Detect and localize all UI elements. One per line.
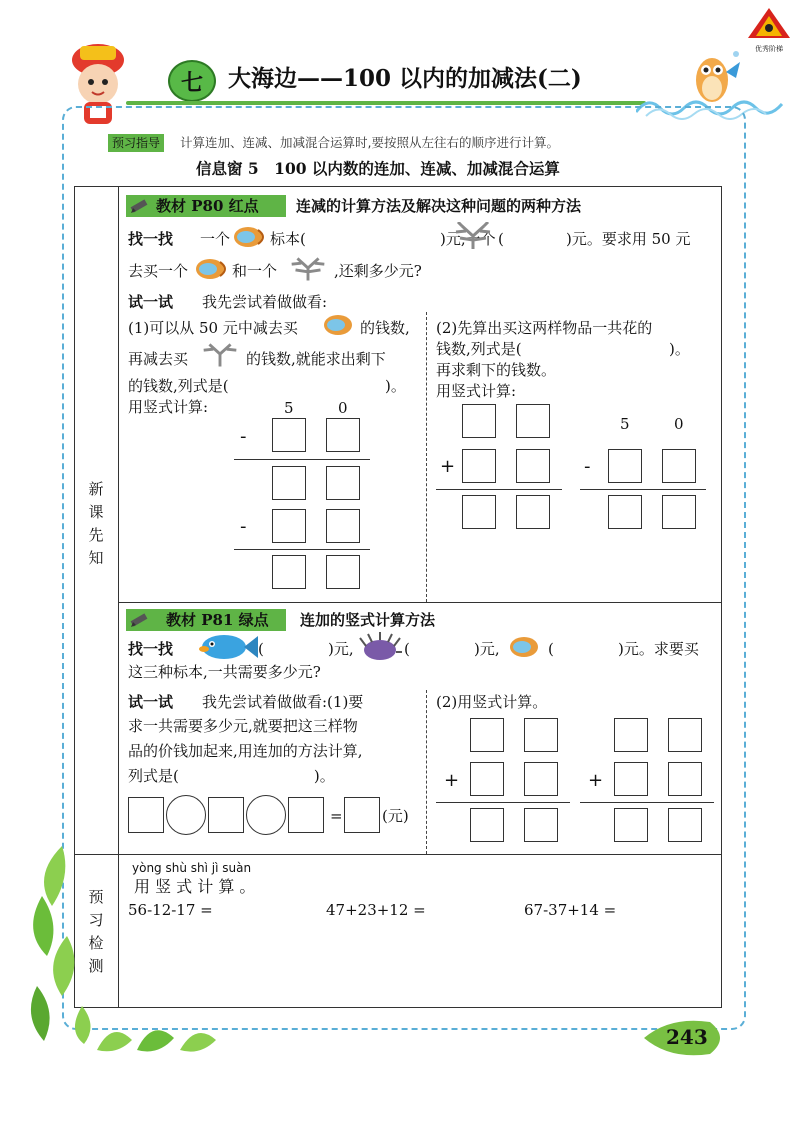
guide-badge: 预习指导 — [108, 134, 164, 152]
sec1-badge-text: 教材 P80 红点 — [156, 197, 259, 215]
leaf-decoration — [92, 1010, 222, 1056]
answer-box[interactable] — [272, 555, 306, 589]
row-divider-1 — [118, 602, 722, 603]
digit-five: 5 — [620, 415, 630, 433]
logo-text: 优秀阶梯 — [755, 45, 783, 53]
pinyin-line: yòng shù shì jì suàn — [132, 861, 252, 875]
side-column-divider — [118, 186, 119, 1008]
sec1-try-label: 试一试 — [128, 293, 174, 311]
side-label-new-lesson: 新 课 先 知 — [88, 480, 104, 567]
answer-box[interactable] — [462, 495, 496, 529]
answer-box[interactable] — [462, 404, 496, 438]
sec2-badge-text: 教材 P81 绿点 — [166, 611, 269, 629]
logo-icon — [744, 6, 794, 42]
calc-line — [234, 549, 370, 550]
shell-icon — [508, 634, 546, 660]
answer-box[interactable] — [326, 418, 360, 452]
equals-sign: = — [330, 807, 343, 825]
digit-five: 5 — [284, 399, 294, 417]
answer-box[interactable] — [608, 495, 642, 529]
sec2-find-label: 找一找 — [128, 640, 174, 658]
sea-urchin-icon — [358, 632, 402, 662]
calc-line — [580, 489, 706, 490]
addend-box[interactable] — [208, 797, 244, 833]
operator-circle[interactable] — [166, 795, 206, 835]
plus-sign: + — [440, 456, 456, 477]
unit-title: 大海边——100 以内的加减法(二) — [228, 65, 582, 92]
addend-box[interactable] — [288, 797, 324, 833]
info-window-title: 信息窗 5 100 以内数的连加、连减、加减混合运算 — [196, 159, 560, 178]
answer-box[interactable] — [516, 449, 550, 483]
result-box[interactable] — [344, 797, 380, 833]
unit-number: 七 — [180, 69, 203, 96]
problem-2: 47+23+12 = — [326, 901, 426, 919]
answer-box[interactable] — [326, 555, 360, 589]
minus-sign: - — [240, 516, 247, 537]
coral-icon — [448, 222, 498, 250]
answer-box[interactable] — [326, 466, 360, 500]
answer-box[interactable] — [614, 808, 648, 842]
answer-box[interactable] — [326, 509, 360, 543]
page-number: 243 — [666, 1025, 708, 1049]
calc-line — [580, 802, 714, 803]
page-number-leaf — [640, 1016, 730, 1060]
unit-yuan: (元) — [382, 807, 409, 825]
calc-line — [234, 459, 370, 460]
addend-box[interactable] — [128, 797, 164, 833]
digit-zero: 0 — [674, 415, 684, 433]
header-bar — [126, 101, 646, 105]
answer-box[interactable] — [524, 762, 558, 796]
pencil-icon — [129, 611, 151, 629]
answer-box[interactable] — [516, 495, 550, 529]
answer-box[interactable] — [524, 718, 558, 752]
sec2-col-divider — [426, 690, 427, 854]
answer-box[interactable] — [516, 404, 550, 438]
sec2-title: 连加的竖式计算方法 — [300, 611, 436, 629]
answer-box[interactable] — [662, 449, 696, 483]
answer-box[interactable] — [614, 762, 648, 796]
problem-1: 56-12-17 = — [128, 901, 213, 919]
shell-icon — [194, 256, 232, 282]
minus-sign: - — [584, 456, 591, 477]
unit-number-badge — [168, 60, 216, 102]
sec1-title: 连减的计算方法及解决这种问题的两种方法 — [296, 197, 582, 215]
sec3-instruction: 用 竖 式 计 算 。 — [134, 877, 256, 896]
answer-box[interactable] — [668, 718, 702, 752]
minus-sign: - — [240, 426, 247, 447]
answer-box[interactable] — [272, 418, 306, 452]
plus-sign: + — [588, 770, 604, 791]
coral-icon — [196, 340, 244, 368]
answer-box[interactable] — [272, 466, 306, 500]
plus-sign: + — [444, 770, 460, 791]
answer-box[interactable] — [668, 762, 702, 796]
shell-icon — [322, 312, 360, 338]
calc-line — [436, 489, 562, 490]
answer-box[interactable] — [608, 449, 642, 483]
problem-3: 67-37+14 = — [524, 901, 617, 919]
pencil-icon — [129, 197, 151, 215]
calc-line — [436, 802, 570, 803]
brand-logo — [744, 6, 794, 53]
sec1-col-divider — [426, 312, 427, 602]
shell-icon — [232, 224, 270, 250]
answer-box[interactable] — [470, 762, 504, 796]
answer-box[interactable] — [470, 718, 504, 752]
answer-box[interactable] — [662, 495, 696, 529]
answer-box[interactable] — [524, 808, 558, 842]
coral-icon — [284, 254, 332, 282]
answer-box[interactable] — [614, 718, 648, 752]
sec1-find-label: 找一找 — [128, 230, 174, 248]
row-divider-2 — [74, 854, 722, 855]
sec2-try-label: 试一试 — [128, 693, 174, 711]
guide-text: 计算连加、连减、加减混合运算时,要按照从左往右的顺序进行计算。 — [180, 135, 559, 150]
answer-box[interactable] — [668, 808, 702, 842]
side-label-preview: 预 习 检 测 — [88, 888, 104, 975]
operator-circle[interactable] — [246, 795, 286, 835]
leaf-decoration — [22, 836, 102, 1046]
digit-zero: 0 — [338, 399, 348, 417]
answer-box[interactable] — [272, 509, 306, 543]
fish-icon — [198, 632, 258, 662]
answer-box[interactable] — [470, 808, 504, 842]
answer-box[interactable] — [462, 449, 496, 483]
